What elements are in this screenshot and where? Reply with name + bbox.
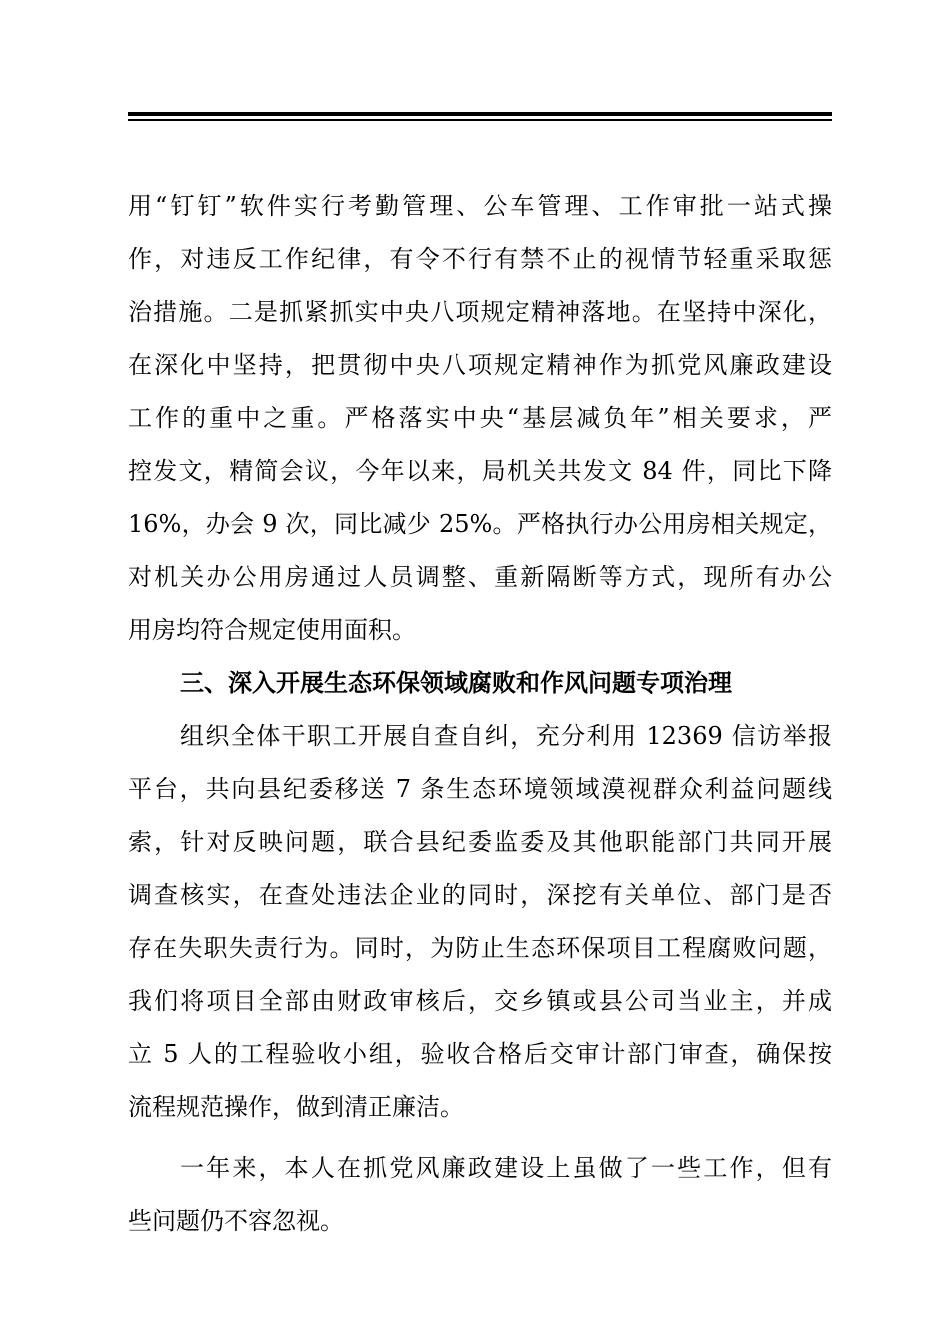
paragraph-line: 平台，共向县纪委移送 7 条生态环境领域漠视群众利益问题线	[128, 775, 832, 803]
paragraph-line: 用房均符合规定使用面积。	[128, 616, 416, 644]
section-heading: 三、深入开展生态环保领域腐败和作风问题专项治理	[180, 669, 732, 697]
paragraph-line: 用“钉钉”软件实行考勤管理、公车管理、工作审批一站式操	[128, 192, 832, 220]
paragraph-line: 在深化中坚持，把贯彻中央八项规定精神作为抓党风廉政建设	[128, 351, 832, 379]
paragraph-line: 些问题仍不容忽视。	[128, 1207, 344, 1235]
header-rule-thin	[128, 119, 832, 121]
paragraph-line: 索，针对反映问题，联合县纪委监委及其他职能部门共同开展	[128, 828, 832, 856]
header-double-rule	[128, 112, 832, 122]
paragraph-line: 存在失职失责行为。同时，为防止生态环保项目工程腐败问题，	[128, 934, 832, 962]
paragraph-line: 我们将项目全部由财政审核后，交乡镇或县公司当业主，并成	[128, 987, 832, 1015]
paragraph-line: 工作的重中之重。严格落实中央“基层减负年”相关要求，严	[128, 404, 832, 432]
paragraph-line: 治措施。二是抓紧抓实中央八项规定精神落地。在坚持中深化，	[128, 298, 832, 326]
header-rule-thick	[128, 112, 832, 116]
paragraph-line: 16%，办会 9 次，同比减少 25%。严格执行办公用房相关规定，	[128, 510, 832, 538]
paragraph-line: 流程规范操作，做到清正廉洁。	[128, 1093, 464, 1121]
document-body	[128, 180, 832, 1248]
paragraph-line: 对机关办公用房通过人员调整、重新隔断等方式，现所有办公	[128, 563, 832, 591]
paragraph-line: 调查核实，在查处违法企业的同时，深挖有关单位、部门是否	[128, 881, 832, 909]
paragraph-line: 组织全体干职工开展自查自纠，充分利用 12369 信访举报	[180, 722, 832, 750]
paragraph-line: 一年来，本人在抓党风廉政建设上虽做了一些工作，但有	[180, 1154, 832, 1182]
paragraph-line: 立 5 人的工程验收小组，验收合格后交审计部门审查，确保按	[128, 1040, 832, 1068]
paragraph-gap	[128, 1134, 832, 1142]
paragraph-line: 作，对违反工作纪律，有令不行有禁不止的视情节轻重采取惩	[128, 245, 832, 273]
paragraph-line: 控发文，精简会议，今年以来，局机关共发文 84 件，同比下降	[128, 457, 832, 485]
